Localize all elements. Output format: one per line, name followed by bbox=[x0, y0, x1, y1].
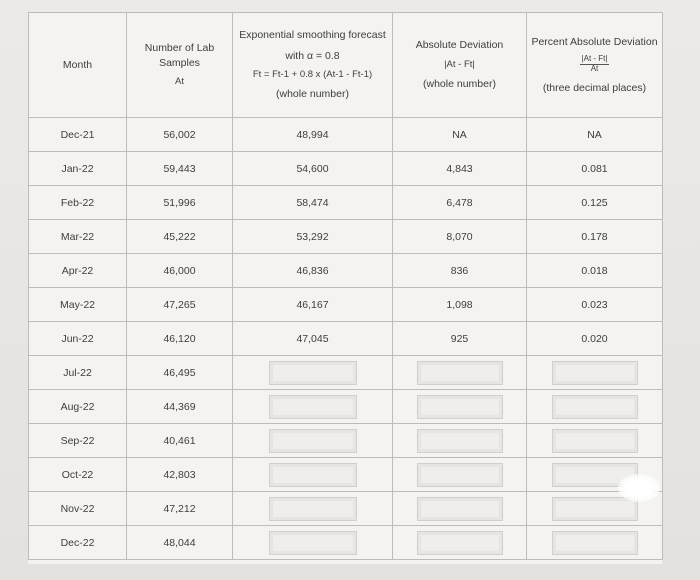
month-cell bbox=[29, 526, 127, 560]
forecast-cell bbox=[233, 390, 393, 424]
pct-deviation-cell bbox=[527, 288, 663, 322]
month-value: Dec-21 bbox=[60, 128, 95, 141]
pct-deviation-input[interactable] bbox=[552, 531, 638, 555]
month-value: Feb-22 bbox=[60, 196, 95, 209]
abs-deviation-cell bbox=[393, 220, 527, 254]
samples-cell bbox=[127, 288, 233, 322]
abs-deviation-cell bbox=[393, 152, 527, 186]
abs-deviation-cell bbox=[393, 288, 527, 322]
month-cell bbox=[29, 492, 127, 526]
month-cell bbox=[29, 254, 127, 288]
samples-value: 42,803 bbox=[163, 468, 196, 481]
pct-deviation-input[interactable] bbox=[552, 497, 638, 521]
forecast-input[interactable] bbox=[269, 497, 357, 521]
abs-deviation-input[interactable] bbox=[417, 531, 503, 555]
header-pct-line1: Percent Absolute Deviation bbox=[531, 35, 658, 48]
samples-cell bbox=[127, 220, 233, 254]
month-value: Dec-22 bbox=[60, 536, 95, 549]
table-row bbox=[29, 526, 663, 560]
month-cell bbox=[29, 152, 127, 186]
pct-deviation-value: 0.125 bbox=[581, 196, 608, 209]
forecast-cell bbox=[233, 254, 393, 288]
pct-deviation-cell bbox=[527, 424, 663, 458]
abs-deviation-cell bbox=[393, 322, 527, 356]
month-value: Sep-22 bbox=[60, 434, 95, 447]
samples-value: 40,461 bbox=[163, 434, 196, 447]
samples-value: 46,120 bbox=[163, 332, 196, 345]
month-cell bbox=[29, 118, 127, 152]
month-cell bbox=[29, 424, 127, 458]
pct-deviation-input[interactable] bbox=[552, 395, 638, 419]
forecast-cell bbox=[233, 186, 393, 220]
table-row bbox=[29, 220, 663, 254]
abs-deviation-cell bbox=[393, 492, 527, 526]
samples-value: 46,495 bbox=[163, 366, 196, 379]
pct-deviation-cell bbox=[527, 254, 663, 288]
pct-deviation-value: 0.081 bbox=[581, 162, 608, 175]
pct-deviation-cell bbox=[527, 390, 663, 424]
samples-cell bbox=[127, 254, 233, 288]
month-value: Jun-22 bbox=[61, 332, 94, 345]
header-pct-denominator: At bbox=[590, 63, 599, 73]
abs-deviation-input[interactable] bbox=[417, 463, 503, 487]
header-samples bbox=[127, 13, 233, 118]
pct-deviation-cell bbox=[527, 220, 663, 254]
pct-deviation-cell bbox=[527, 322, 663, 356]
month-cell bbox=[29, 390, 127, 424]
forecast-input[interactable] bbox=[269, 531, 357, 555]
table-row bbox=[29, 390, 663, 424]
pct-deviation-cell bbox=[527, 356, 663, 390]
header-month bbox=[29, 13, 127, 118]
pct-deviation-cell bbox=[527, 152, 663, 186]
forecast-cell bbox=[233, 356, 393, 390]
forecast-value: 54,600 bbox=[296, 162, 329, 175]
samples-value: 47,212 bbox=[163, 502, 196, 515]
abs-deviation-input[interactable] bbox=[417, 497, 503, 521]
header-pct-fraction bbox=[580, 55, 610, 74]
samples-cell bbox=[127, 458, 233, 492]
samples-value: 48,044 bbox=[163, 536, 196, 549]
forecast-value: 47,045 bbox=[296, 332, 329, 345]
abs-deviation-value: 6,478 bbox=[446, 196, 473, 209]
table-row bbox=[29, 186, 663, 220]
header-forecast-note: (whole number) bbox=[276, 88, 349, 101]
samples-cell bbox=[127, 152, 233, 186]
abs-deviation-value: 836 bbox=[450, 264, 469, 277]
header-pct-note: (three decimal places) bbox=[542, 81, 647, 94]
forecast-cell bbox=[233, 220, 393, 254]
forecast-cell bbox=[233, 424, 393, 458]
header-abs-formula: |At - Ft| bbox=[444, 58, 475, 70]
abs-deviation-cell bbox=[393, 458, 527, 492]
worksheet bbox=[28, 12, 662, 564]
samples-value: 45,222 bbox=[163, 230, 196, 243]
samples-value: 47,265 bbox=[163, 298, 196, 311]
month-value: Jul-22 bbox=[63, 366, 92, 379]
glare-spot bbox=[618, 474, 660, 502]
forecast-cell bbox=[233, 288, 393, 322]
abs-deviation-value: NA bbox=[452, 128, 467, 141]
forecast-cell bbox=[233, 492, 393, 526]
forecast-table bbox=[28, 12, 663, 560]
header-samples-line2: Samples bbox=[159, 56, 200, 69]
header-abs-note: (whole number) bbox=[423, 78, 496, 91]
abs-deviation-input[interactable] bbox=[417, 395, 503, 419]
abs-deviation-value: 925 bbox=[450, 332, 469, 345]
samples-cell bbox=[127, 492, 233, 526]
table-row bbox=[29, 254, 663, 288]
forecast-cell bbox=[233, 526, 393, 560]
month-value: Aug-22 bbox=[60, 400, 95, 413]
month-value: Nov-22 bbox=[60, 502, 95, 515]
header-forecast bbox=[233, 13, 393, 118]
table-row bbox=[29, 118, 663, 152]
abs-deviation-value: 8,070 bbox=[446, 230, 473, 243]
abs-deviation-cell bbox=[393, 118, 527, 152]
forecast-value: 53,292 bbox=[296, 230, 329, 243]
abs-deviation-cell bbox=[393, 424, 527, 458]
table-row bbox=[29, 356, 663, 390]
table-row bbox=[29, 492, 663, 526]
forecast-value: 46,836 bbox=[296, 264, 329, 277]
abs-deviation-cell bbox=[393, 390, 527, 424]
month-cell bbox=[29, 186, 127, 220]
month-cell bbox=[29, 288, 127, 322]
abs-deviation-cell bbox=[393, 186, 527, 220]
table-row bbox=[29, 458, 663, 492]
header-forecast-formula: Ft = Ft-1 + 0.8 x (At-1 - Ft-1) bbox=[252, 68, 373, 80]
samples-cell bbox=[127, 322, 233, 356]
month-cell bbox=[29, 458, 127, 492]
pct-deviation-value: 0.020 bbox=[581, 332, 608, 345]
month-value: Apr-22 bbox=[61, 264, 94, 277]
forecast-input[interactable] bbox=[269, 395, 357, 419]
table-body bbox=[29, 118, 663, 560]
abs-deviation-cell bbox=[393, 254, 527, 288]
abs-deviation-input[interactable] bbox=[417, 361, 503, 385]
forecast-input[interactable] bbox=[269, 463, 357, 487]
forecast-input[interactable] bbox=[269, 429, 357, 453]
month-cell bbox=[29, 356, 127, 390]
header-forecast-line1: Exponential smoothing forecast bbox=[239, 29, 386, 42]
samples-value: 59,443 bbox=[163, 162, 196, 175]
month-value: Oct-22 bbox=[61, 468, 94, 481]
month-value: May-22 bbox=[59, 298, 95, 311]
forecast-cell bbox=[233, 152, 393, 186]
pct-deviation-cell bbox=[527, 526, 663, 560]
pct-deviation-value: 0.178 bbox=[581, 230, 608, 243]
abs-deviation-value: 4,843 bbox=[446, 162, 473, 175]
header-pct-deviation bbox=[527, 13, 663, 118]
pct-deviation-input[interactable] bbox=[552, 429, 638, 453]
samples-cell bbox=[127, 526, 233, 560]
samples-cell bbox=[127, 186, 233, 220]
samples-cell bbox=[127, 356, 233, 390]
abs-deviation-cell bbox=[393, 526, 527, 560]
pct-deviation-cell bbox=[527, 186, 663, 220]
month-cell bbox=[29, 322, 127, 356]
samples-value: 51,996 bbox=[163, 196, 196, 209]
samples-value: 44,369 bbox=[163, 400, 196, 413]
month-value: Mar-22 bbox=[60, 230, 95, 243]
header-abs-line1: Absolute Deviation bbox=[415, 39, 504, 52]
table-row bbox=[29, 322, 663, 356]
forecast-input[interactable] bbox=[269, 361, 357, 385]
abs-deviation-value: 1,098 bbox=[446, 298, 473, 311]
samples-cell bbox=[127, 424, 233, 458]
table-row bbox=[29, 288, 663, 322]
pct-deviation-value: NA bbox=[587, 128, 602, 141]
abs-deviation-cell bbox=[393, 356, 527, 390]
header-month-label: Month bbox=[62, 58, 93, 71]
forecast-value: 58,474 bbox=[296, 196, 329, 209]
forecast-value: 48,994 bbox=[296, 128, 329, 141]
samples-cell bbox=[127, 390, 233, 424]
samples-value: 46,000 bbox=[163, 264, 196, 277]
header-samples-symbol: At bbox=[175, 75, 184, 87]
header-forecast-alpha: with α = 0.8 bbox=[285, 49, 340, 62]
table-row bbox=[29, 152, 663, 186]
pct-deviation-value: 0.018 bbox=[581, 264, 608, 277]
header-abs-deviation bbox=[393, 13, 527, 118]
abs-deviation-input[interactable] bbox=[417, 429, 503, 453]
pct-deviation-input[interactable] bbox=[552, 361, 638, 385]
forecast-cell bbox=[233, 322, 393, 356]
forecast-cell bbox=[233, 118, 393, 152]
samples-value: 56,002 bbox=[163, 128, 196, 141]
header-samples-line1: Number of Lab bbox=[144, 42, 215, 55]
forecast-cell bbox=[233, 458, 393, 492]
table-row bbox=[29, 424, 663, 458]
forecast-value: 46,167 bbox=[296, 298, 329, 311]
header-pct-numerator: |At - Ft| bbox=[581, 54, 608, 64]
month-value: Jan-22 bbox=[61, 162, 94, 175]
header-row bbox=[29, 13, 663, 118]
month-cell bbox=[29, 220, 127, 254]
samples-cell bbox=[127, 118, 233, 152]
pct-deviation-cell bbox=[527, 118, 663, 152]
pct-deviation-value: 0.023 bbox=[581, 298, 608, 311]
